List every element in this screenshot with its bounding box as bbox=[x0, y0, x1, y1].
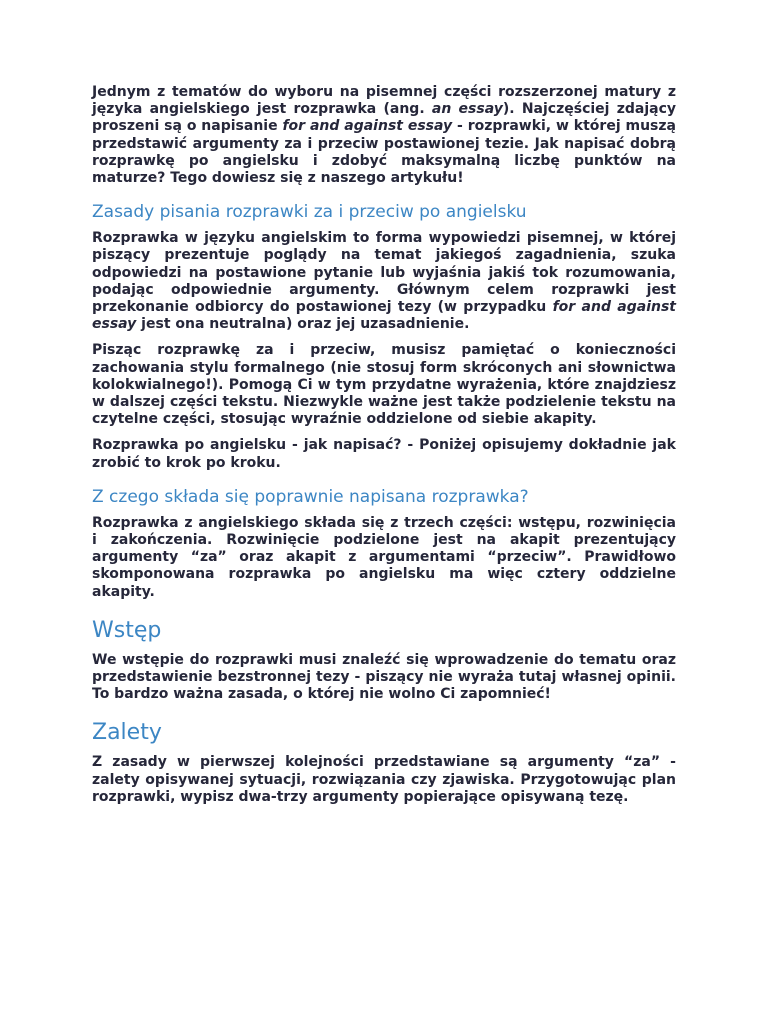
section-heading-advantages: Zalety bbox=[92, 720, 162, 746]
emphasis-text: for and against essay bbox=[282, 118, 453, 135]
section-heading-rules: Zasady pisania rozprawki za i przeciw po angielsku bbox=[92, 202, 527, 223]
section-heading-intro: Wstęp bbox=[92, 617, 162, 643]
rules-paragraph-3: Rozprawka po angielsku - jak napisać? - Poniżej opisujemy dokładnie jak zrobić to krok po kroku. bbox=[92, 437, 676, 471]
text-run: Jednym z tematów do wyboru na pisemnej części rozszerzonej matury z języka angielskiego jest rozprawka (ang. bbox=[92, 84, 676, 118]
text-run: ). Najczęściej zdający proszeni są o napisanie bbox=[92, 101, 676, 135]
text-run: Rozprawka w języku angielskim to forma wypowiedzi pisemnej, w której piszący prezentuje poglądy na temat jakiegoś zagadnienia, szuka odpowiedzi na postawione pytanie lub wyjaśnia jakiś tok rozumowania, podając odpowiednie argumenty. Głównym celem rozprawki jest przekonanie odbiorcy do postawionej tezy (w przypadku bbox=[92, 230, 676, 316]
rules-paragraph-1 bbox=[92, 230, 676, 333]
intro-paragraph bbox=[92, 84, 676, 187]
emphasis-text: an essay bbox=[431, 101, 503, 118]
structure-paragraph: Rozprawka z angielskiego składa się z trzech części: wstępu, rozwinięcia i zakończenia. Rozwinięcie podzielone jest na akapit prezentujący argumenty “za” oraz akapit z argumentami “przeciw”. Prawidłowo skomponowana rozprawka po angielsku ma więc cztery oddzielne akapity. bbox=[92, 514, 676, 600]
section-heading-structure: Z czego składa się poprawnie napisana rozprawka? bbox=[92, 486, 529, 507]
intro-section-paragraph: We wstępie do rozprawki musi znaleźć się wprowadzenie do tematu oraz przedstawienie bezstronnej tezy - piszący nie wyraża tutaj własnej opinii. To bardzo ważna zasada, o której nie wolno Ci zapomnieć! bbox=[92, 651, 676, 703]
text-run: jest ona neutralna) oraz jej uzasadnienie. bbox=[136, 316, 470, 333]
emphasis-text: for and against essay bbox=[92, 299, 676, 333]
text-run: - rozprawki, w której muszą przedstawić argumenty za i przeciw postawionej tezie. Jak napisać dobrą rozprawkę po angielsku i zdobyć maksymalną liczbę punktów na maturze? Tego dowiesz się z naszego artykułu! bbox=[92, 118, 676, 187]
advantages-paragraph: Z zasady w pierwszej kolejności przedstawiane są argumenty “za” - zalety opisywanej sytuacji, rozwiązania czy zjawiska. Przygotowując plan rozprawki, wypisz dwa-trzy argumenty popierające opisywaną tezę. bbox=[92, 754, 676, 805]
rules-paragraph-2: Pisząc rozprawkę za i przeciw, musisz pamiętać o konieczności zachowania stylu formalnego (nie stosuj form skróconych ani słownictwa kolokwialnego!). Pomogą Ci w tym przydatne wyrażenia, które znajdziesz w dalszej części tekstu. Niezwykle ważne jest także podzielenie tekstu na czytelne części, stosując wyraźnie oddzielone od siebie akapity. bbox=[92, 342, 676, 428]
